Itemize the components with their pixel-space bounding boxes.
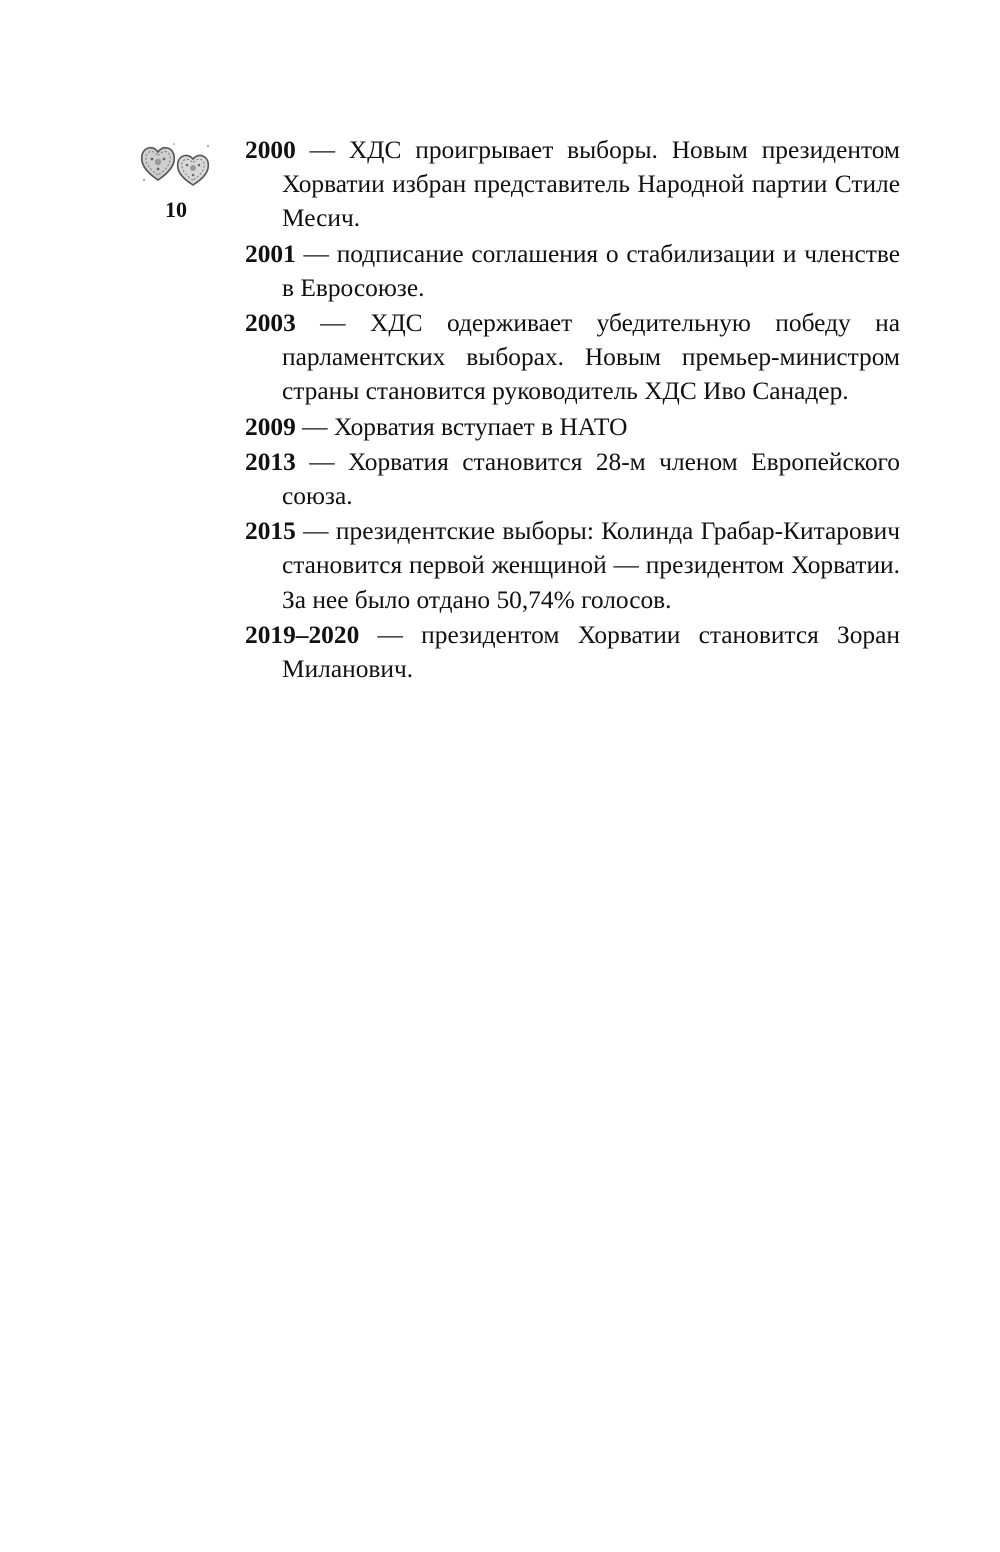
entry-separator: — <box>295 412 334 441</box>
entry-year: 2000 <box>245 136 296 164</box>
gingerbread-hearts-icon <box>138 140 216 188</box>
entry-separator: — <box>295 447 349 476</box>
entry-separator: — <box>295 239 337 268</box>
entry-text: Хорватия вступает в НАТО <box>333 412 628 441</box>
entry-text: президентские выборы: Колинда Грабар-Китарович становится первой женщиной — президентом Хорватии. За нее было отдано 50,74% голосов. <box>282 517 900 614</box>
entry-text: подписание соглашения о стабилизации и членстве в Евросоюзе. <box>282 239 900 302</box>
entry-text: ХДС одерживает убедительную победу на парламентских выборах. Новым премьер-министром страны становится руководитель ХДС Иво Санадер. <box>282 309 900 406</box>
entry-separator: — <box>295 309 370 338</box>
chronology-entry <box>245 410 900 444</box>
chronology-entry <box>245 514 900 617</box>
chronology-entry <box>245 133 900 236</box>
chronology-entry <box>245 445 900 513</box>
entry-year: 2009 <box>245 412 296 441</box>
entry-year: 2019–2020 <box>245 620 360 649</box>
entry-year: 2001 <box>245 239 296 268</box>
chronology-entry <box>245 618 900 686</box>
entry-separator: — <box>295 517 336 546</box>
entry-text: Хорватия становится 28-м членом Европейского союза. <box>282 447 900 511</box>
page-number: 10 <box>165 197 187 222</box>
chronology-entry <box>245 237 900 305</box>
entry-year: 2013 <box>245 447 296 476</box>
entry-text: ХДС проигрывает выборы. Новым президентом Хорватии избран представитель Народной партии Стиле Месич. <box>282 136 900 233</box>
entry-separator: — <box>359 620 422 649</box>
entry-year: 2003 <box>245 309 296 338</box>
entry-separator: — <box>295 136 349 164</box>
chronology-list <box>245 133 900 687</box>
entry-text: президентом Хорватии становится Зоран Миланович. <box>282 620 900 684</box>
chronology-entry <box>245 306 900 409</box>
entry-year: 2015 <box>245 517 296 546</box>
